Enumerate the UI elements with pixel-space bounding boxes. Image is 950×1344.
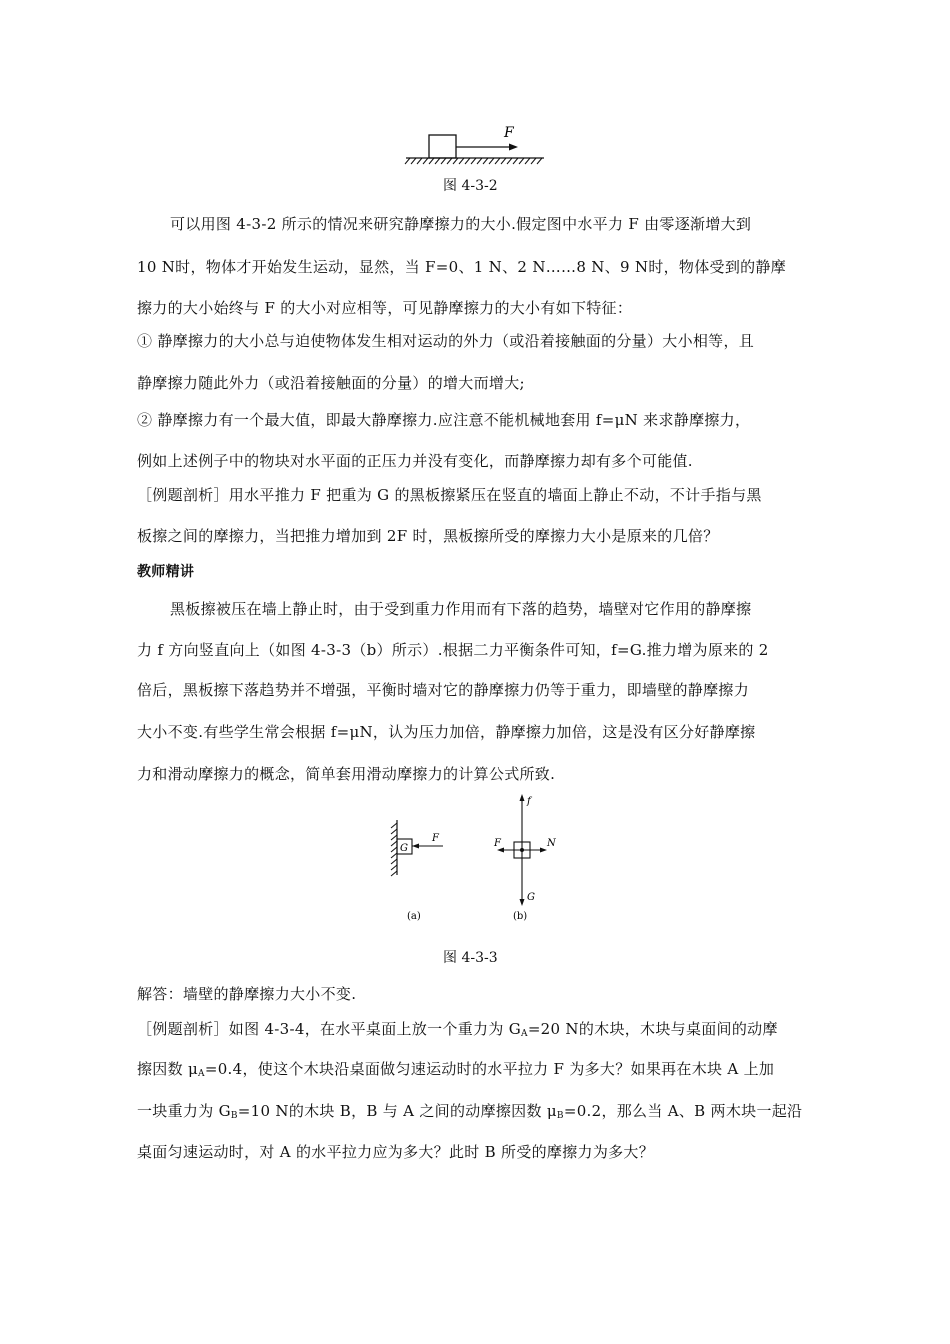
paragraph-line: 可以用图 4-3-2 所示的情况来研究静摩擦力的大小.假定图中水平力 F 由零逐渐增大到 — [170, 215, 752, 233]
force-label: F — [432, 833, 439, 844]
example2-line-1: ［例题剖析］如图 4-3-4，在水平桌面上放一个重力为 $G_A=20$ N的木块，木块与桌面间的动摩 — [137, 1020, 778, 1039]
example2-line-2: 擦因数 $\mu_A=0.4$，使这个木块沿桌面做匀速运动时的水平拉力 F 为多大？如果再在木块 A 上加 — [137, 1060, 775, 1079]
gravity-label: G — [527, 892, 535, 903]
push-arrow-head — [412, 844, 419, 849]
answer-line: 解答：墙壁的静摩擦力大小不变. — [137, 985, 357, 1003]
wall-hatch — [391, 823, 397, 876]
example2-line-3: 一块重力为 $G_B=10$ N的木块 B，B 与 A 之间的动摩擦因数 $\mu_B=0.2$，那么当 A、B 两木块一起沿 — [137, 1102, 803, 1121]
gravity-arrow-head — [520, 899, 525, 906]
feature-item: ② 静摩擦力有一个最大值，即最大静摩擦力.应注意不能机械地套用 f=μN 来求静摩擦力， — [137, 411, 751, 429]
paragraph-line: 擦力的大小始终与 F 的大小对应相等，可见静摩擦力的大小有如下特征： — [137, 299, 633, 317]
feature-item: 例如上述例子中的物块对水平面的正压力并没有变化，而静摩擦力却有多个可能值. — [137, 452, 693, 470]
figure-4-3-3a — [385, 815, 455, 925]
subfigure-label: (a) — [407, 911, 421, 922]
feature-item: ① 静摩擦力的大小总与迫使物体发生相对运动的外力（或沿着接触面的分量）大小相等，且 — [137, 332, 755, 350]
N-label: N — [547, 838, 556, 849]
feature-item: 静摩擦力随此外力（或沿着接触面的分量）的增大而增大; — [137, 374, 525, 392]
force-label: F — [504, 125, 514, 141]
explanation-line: 黑板擦被压在墙上静止时，由于受到重力作用而有下落的趋势，墙壁对它作用的静摩擦 — [170, 600, 752, 618]
force-arrow-head — [509, 144, 518, 151]
figure-4-3-3b — [485, 790, 570, 925]
friction-label: f — [527, 796, 531, 807]
figure-caption: 图 4-3-2 — [443, 178, 498, 194]
explanation-line: 大小不变.有些学生常会根据 f=μN，认为压力加倍，静摩擦力加倍，这是没有区分好静摩擦 — [137, 723, 756, 741]
block — [429, 135, 456, 158]
block-label: G — [400, 843, 408, 854]
example2-line-4: 桌面匀速运动时，对 A 的水平拉力应为多大？此时 B 所受的摩擦力为多大？ — [137, 1143, 655, 1161]
explanation-line: 力 f 方向竖直向上（如图 4-3-3（b）所示）.根据二力平衡条件可知，f=G.推力增为原来的 2 — [137, 641, 769, 659]
explanation-line: 倍后，黑板擦下落趋势并不增强，平衡时墙对它的静摩擦力仍等于重力，即墙壁的静摩擦力 — [137, 681, 750, 699]
example-line: ［例题剖析］用水平推力 F 把重为 G 的黑板擦紧压在竖直的墙面上静止不动，不计手指与黑 — [137, 486, 762, 504]
example-line: 板擦之间的摩擦力，当把推力增加到 2F 时，黑板擦所受的摩擦力大小是原来的几倍？ — [137, 527, 719, 545]
explanation-line: 力和滑动摩擦力的概念，简单套用滑动摩擦力的计算公式所致. — [137, 765, 556, 783]
F-label: F — [494, 838, 501, 849]
subfigure-label: (b) — [513, 911, 528, 922]
paragraph-line: 10 N时，物体才开始发生运动，显然，当 F=0、1 N、2 N……8 N、9 N时，物体受到的静摩 — [137, 258, 787, 276]
section-heading: 教师精讲 — [137, 564, 195, 580]
ground-hatch — [405, 158, 542, 164]
friction-arrow-head — [520, 794, 525, 801]
figure-caption: 图 4-3-3 — [443, 950, 498, 966]
N-arrow-head — [540, 848, 547, 853]
figure-4-3-2 — [400, 120, 550, 175]
